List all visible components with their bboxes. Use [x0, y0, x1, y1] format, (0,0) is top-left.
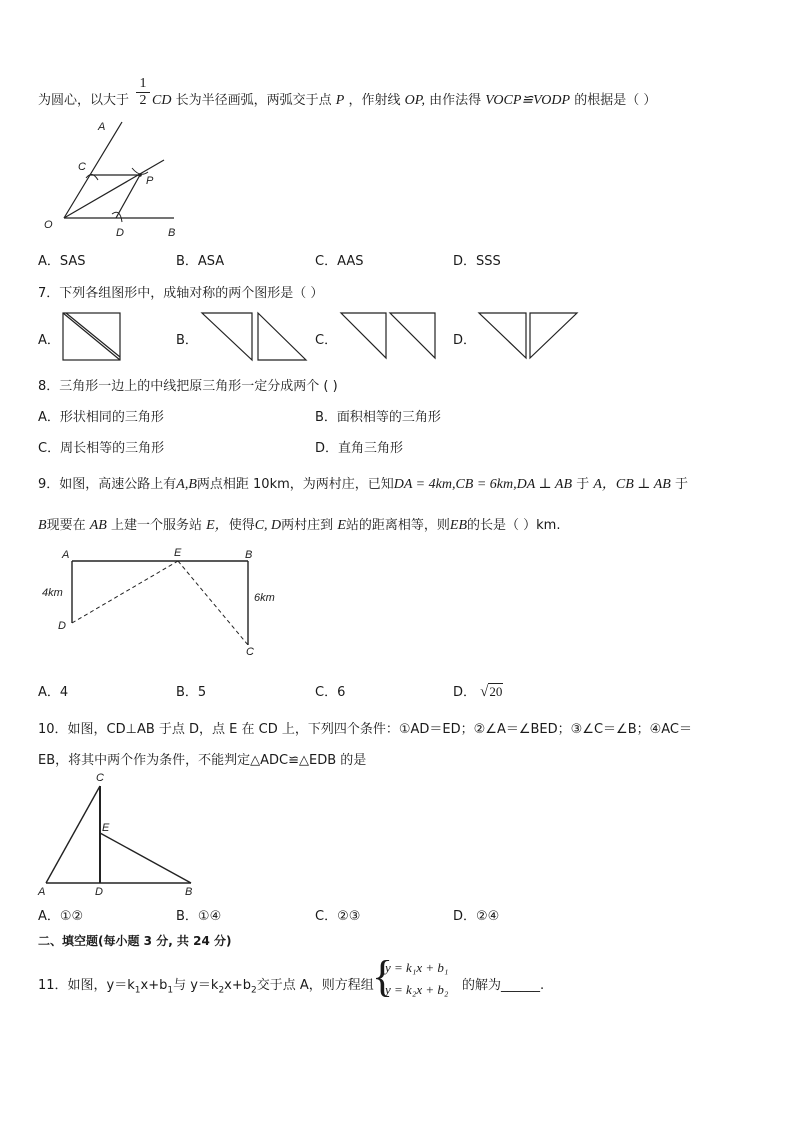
q7-figure-b	[200, 312, 310, 362]
q6-label-d: D	[116, 227, 124, 239]
q8-option-d: D．直角三角形	[315, 441, 404, 456]
q9-label-d: D	[58, 620, 66, 632]
q8-stem: 8．三角形一边上的中线把原三角形一定分成两个 ( )	[38, 379, 338, 394]
q6-option-d: D．SSS	[453, 254, 501, 269]
q9-label-da: 4km	[42, 587, 63, 599]
q10-label-d: D	[95, 886, 103, 898]
q9-label-e: E	[174, 547, 182, 559]
q9-label-b: B	[245, 549, 253, 561]
q7-figure-a	[62, 312, 122, 362]
q6-label-b: B	[168, 227, 176, 239]
q10-label-c: C	[96, 772, 104, 784]
system-brace-icon: {	[372, 952, 394, 1001]
q9-option-c: C．6	[315, 685, 346, 700]
q9-label-a: A	[62, 549, 70, 561]
q10-label-b: B	[185, 886, 193, 898]
q8-option-c: C．周长相等的三角形	[38, 441, 165, 456]
q10-option-a: A．①②	[38, 909, 84, 924]
q7-stem: 7．下列各组图形中，成轴对称的两个图形是（ ）	[38, 286, 324, 301]
q10-option-b: B．①④	[176, 909, 222, 924]
q6-fraction: $\frac{1}{2}$	[136, 76, 150, 109]
q6-option-b: B．ASA	[176, 254, 225, 269]
q9-label-cb: 6km	[254, 592, 275, 604]
q9-line1: 9．如图，高速公路上有A,B两点相距 10km，为两村庄，已知DA = 4km,CB = 6km,DA ⊥ AB 于 A，CB ⊥ AB 于	[38, 477, 688, 492]
q7-figure-c	[340, 312, 440, 362]
q10-label-a: A	[38, 886, 46, 898]
section-heading: 二、填空题(每小题 3 分, 共 24 分)	[38, 934, 232, 948]
q10-label-e: E	[102, 822, 110, 834]
q6-line: 为圆心，以大于	[38, 93, 130, 108]
q6-line-rest: CD 长为半径画弧，两弧交于点 P ，作射线 OP, 由作法得 VOCP≌VODP 的根据是（ ）	[152, 93, 657, 108]
q6-label-p: P	[146, 175, 154, 187]
q7-option-d-label: D．	[453, 333, 477, 348]
q9-option-d: D． √20	[453, 684, 503, 700]
q10-option-c: C．②③	[315, 909, 361, 924]
q10-figure	[36, 770, 206, 900]
q6-option-c: C．AAS	[315, 254, 364, 269]
q10-line2: EB，将其中两个作为条件，不能判定△ADC≌△EDB 的是	[38, 753, 367, 768]
q7-figure-d	[478, 312, 578, 362]
q6-label-c: C	[78, 161, 86, 173]
q7-option-a-label: A．	[38, 333, 60, 348]
q11-answer-blank[interactable]: ______.	[501, 978, 545, 993]
q8-option-a: A．形状相同的三角形	[38, 410, 164, 425]
q9-label-c: C	[246, 646, 254, 658]
q10-option-d: D．②④	[453, 909, 500, 924]
q6-label-o: O	[44, 219, 53, 231]
q9-option-a: A．4	[38, 685, 69, 700]
sqrt-symbol-icon: √	[480, 684, 489, 700]
q11-stem: 11．如图，$y=k_1x+b_1$与 $y=k_2x+b_2$交于点 A，则方程组	[38, 978, 374, 996]
q9-line2: B现要在 AB 上建一个服务站 E，使得C, D两村庄到 E站的距离相等，则EB的长是（ ）km.	[38, 518, 561, 533]
q6-option-a: A．SAS	[38, 254, 86, 269]
q9-option-b: B．5	[176, 685, 207, 700]
q11-system: y = k₁x + b₁ y = k₂x + b₂	[385, 960, 449, 997]
q11-tail: 的解为______.	[462, 978, 545, 993]
q8-option-b: B．面积相等的三角形	[315, 410, 441, 425]
q10-line1: 10．如图，CD⊥AB 于点 D，点 E 在 CD 上，下列四个条件：①AD＝ED；②∠A＝∠BED；③∠C＝∠B；④AC＝	[38, 722, 693, 737]
q7-option-c-label: C．	[315, 333, 338, 348]
q7-option-b-label: B．	[176, 333, 198, 348]
q6-figure	[40, 118, 180, 243]
q6-label-a: A	[98, 121, 106, 133]
q9-figure	[40, 545, 300, 660]
